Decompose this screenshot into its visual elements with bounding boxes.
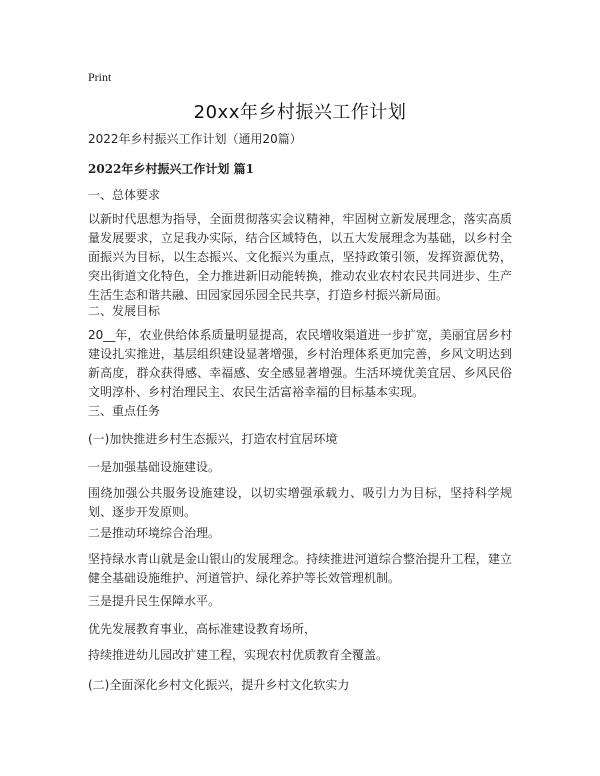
section-title: 2022年乡村振兴工作计划 篇1	[88, 162, 254, 176]
subheading-ecology: (一)加快推进乡村生态振兴，打造农村宜居环境	[88, 432, 338, 446]
paragraph-education-2: 持续推进幼儿园改扩建工程，实现农村优质教育全覆盖。	[88, 648, 389, 662]
heading-development-goals: 二、发展目标	[88, 304, 161, 318]
heading-key-tasks: 三、重点任务	[88, 404, 161, 418]
page-title: 20xx年乡村振兴工作计划	[193, 102, 407, 123]
paragraph-education-1: 优先发展教育事业，高标准建设教育场所，	[88, 622, 317, 636]
label-welfare: 三是提升民生保障水平。	[88, 594, 221, 608]
paragraph-overall-requirements: 以新时代思想为指导，全面贯彻落实会议精神，牢固树立新发展理念，落实高质量发展要求，立足我办实际，结合区域特色，以五大发展理念为基础，以乡村全面振兴为目标，以生态振兴、文化振兴为重点，坚持政策引领，发挥资源优势，突出街道文化特色，全力推进新旧动能转换，推动农业农村农民共同进步、生产生活生态和谐共融、田园家园乐园全民共享，打造乡村振兴新局面。	[88, 212, 512, 302]
label-environment: 二是推动环境综合治理。	[88, 526, 221, 540]
paragraph-infrastructure: 围绕加强公共服务设施建设，以切实增强承载力、吸引力为目标，坚持科学规划、逐步开发原则。	[88, 486, 512, 519]
paragraph-development-goals: 20__年，农业供给体系质量明显提高，农民增收渠道进一步扩宽，美丽宜居乡村建设扎实推进，基层组织建设显著增强，乡村治理体系更加完善，乡风文明达到新高度，群众获得感、幸福感、安全感显著增强。生活环境优美宜居、乡风民俗文明淳朴、乡村治理民主、农民生活富裕幸福的目标基本实现。	[88, 328, 512, 399]
print-label: Print	[88, 70, 112, 84]
heading-overall-requirements: 一、总体要求	[88, 188, 161, 202]
document-subtitle: 2022年乡村振兴工作计划（通用20篇）	[88, 132, 302, 146]
label-infrastructure: 一是加强基础设施建设。	[88, 460, 221, 474]
subheading-culture: (二)全面深化乡村文化振兴，提升乡村文化软实力	[88, 678, 350, 692]
paragraph-environment: 坚持绿水青山就是金山银山的发展理念。持续推进河道综合整治提升工程，建立健全基础设施维护、河道管护、绿化养护等长效管理机制。	[88, 552, 512, 585]
